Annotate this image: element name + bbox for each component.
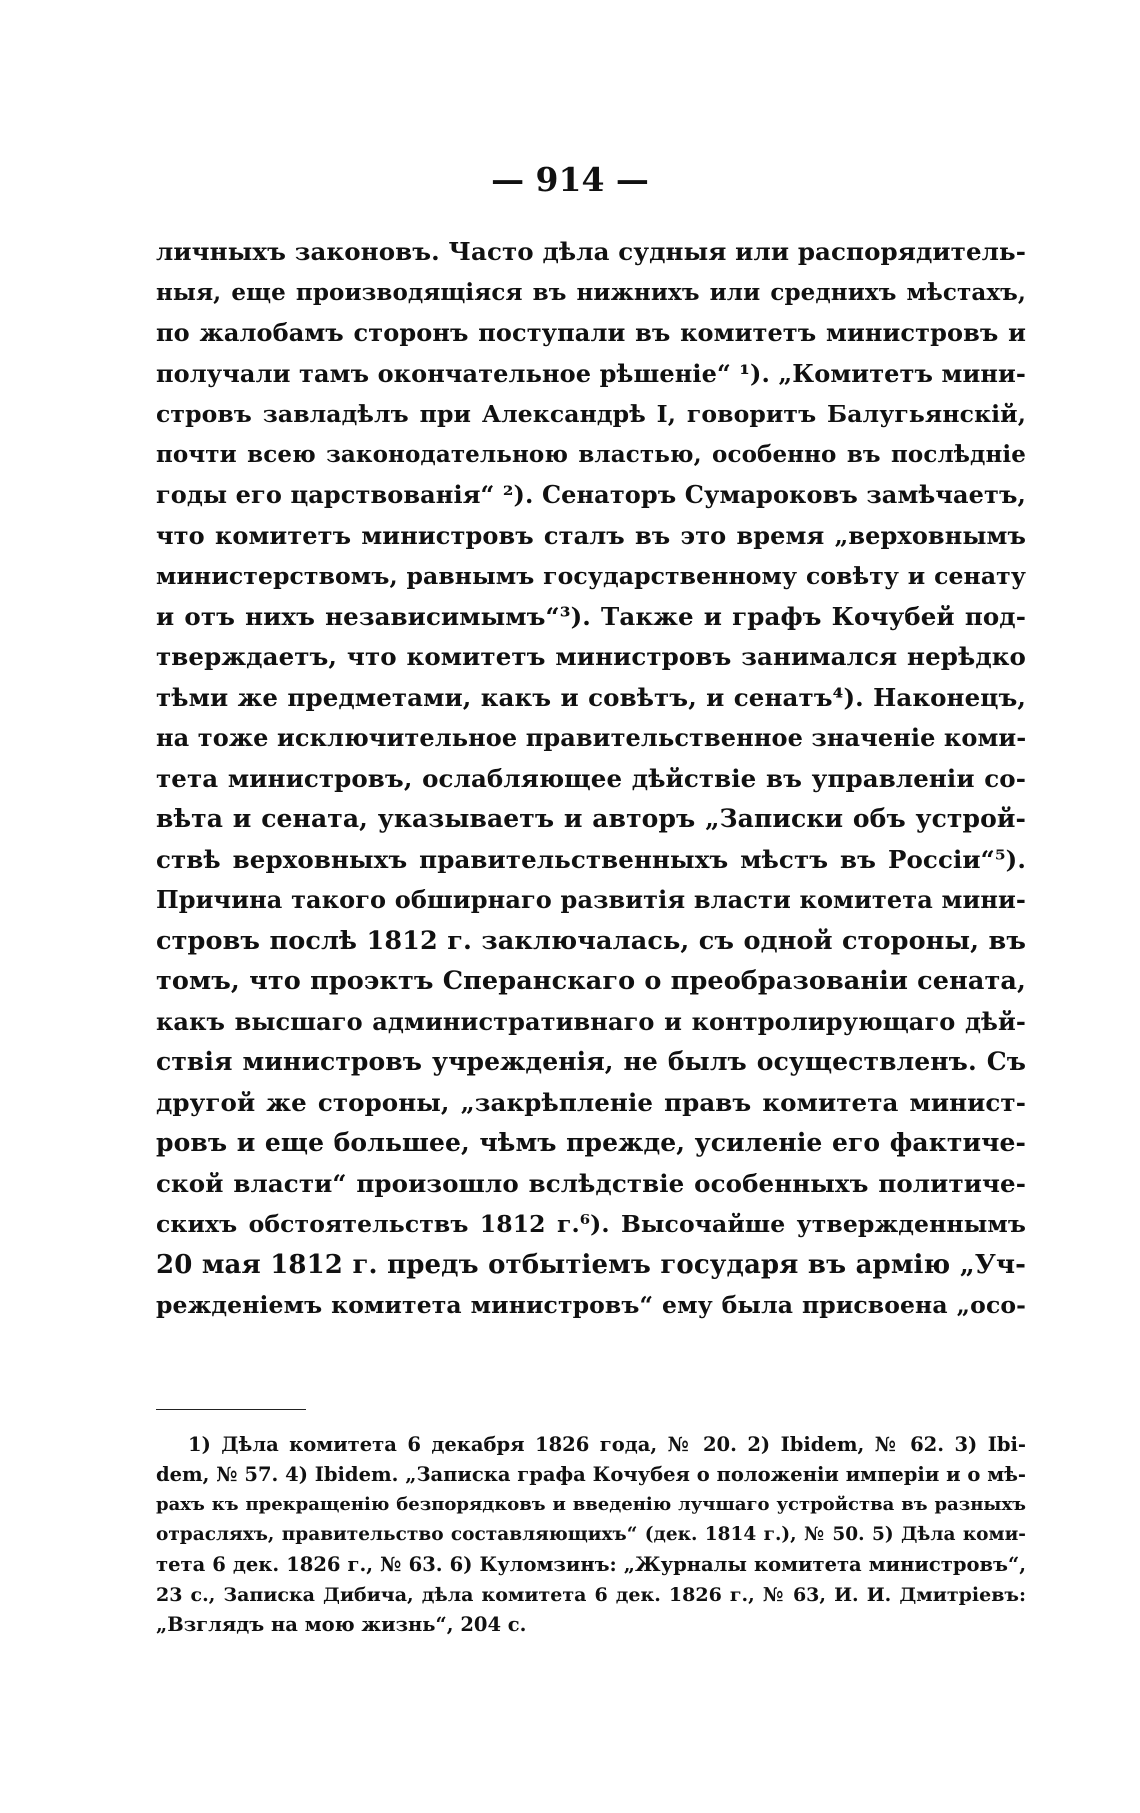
body-line: томъ, что проэктъ Сперанскаго о преобразованіи сената, xyxy=(156,966,1026,996)
page-number: — 914 — xyxy=(491,160,649,199)
body-line: ныя, еще производящіяся въ нижнихъ или среднихъ мѣстахъ, xyxy=(156,278,1026,306)
body-line: получали тамъ окончательное рѣшеніе“ ¹). „Комитетъ мини- xyxy=(156,358,1026,388)
footnote-separator xyxy=(156,1409,306,1410)
body-line: тета министровъ, ослабляющее дѣйствіе въ управленіи со- xyxy=(156,763,1026,793)
body-line: ровъ и еще большее, чѣмъ прежде, усиленіе его фактиче- xyxy=(156,1128,1026,1157)
body-line: и отъ нихъ независимымъ“³). Также и графъ Кочубей под- xyxy=(156,601,1026,631)
body-line: Причина такого обширнаго развитія власти комитета мини- xyxy=(156,885,1026,914)
body-line: 20 мая 1812 г. предъ отбытіемъ государя въ армію „Уч- xyxy=(156,1249,1026,1280)
body-line: годы его царствованія“ ²). Сенаторъ Сумароковъ замѣчаетъ, xyxy=(156,480,1026,509)
footnote-line: 1) Дѣла комитета 6 декабря 1826 года, № 20. 2) Ibidem, № 62. 3) Ibi- xyxy=(188,1433,1026,1456)
body-line: личныхъ законовъ. Часто дѣла судныя или распорядитель- xyxy=(156,237,1026,266)
footnote-line: отрасляхъ, правительство составляющихъ“ (дек. 1814 г.), № 50. 5) Дѣла коми- xyxy=(156,1524,1026,1545)
body-line: тѣми же предметами, какъ и совѣтъ, и сенатъ⁴). Наконецъ, xyxy=(156,682,1026,712)
body-line: почти всею законодательною властью, особенно въ послѣдніе xyxy=(156,440,1026,468)
body-line: скихъ обстоятельствъ 1812 г.⁶). Высочайше утвержденнымъ xyxy=(156,1210,1026,1238)
footnote-line: рахъ къ прекращенію безпорядковъ и введенію лучшаго устройства въ разныхъ xyxy=(156,1494,1026,1515)
footnote-line: „Взглядъ на мою жизнь“, 204 с. xyxy=(156,1613,527,1636)
footnote-line: тета 6 дек. 1826 г., № 63. 6) Куломзинъ: „Журналы комитета министровъ“, xyxy=(156,1553,1026,1576)
body-line: министерствомъ, равнымъ государственному совѣту и сенату xyxy=(156,562,1026,590)
body-line: режденіемъ комитета министровъ“ ему была присвоена „осо- xyxy=(156,1291,1026,1319)
body-text xyxy=(156,232,1026,1326)
body-line: ствѣ верховныхъ правительственныхъ мѣстъ въ Россіи“⁵). xyxy=(156,844,1026,874)
body-line: тверждаетъ, что комитетъ министровъ занимался нерѣдко xyxy=(156,642,1026,671)
footnote-line: dem, № 57. 4) Ibidem. „Записка графа Кочубея о положеніи имперіи и о мѣ- xyxy=(156,1463,1026,1486)
body-line: что комитетъ министровъ сталъ въ это время „верховнымъ xyxy=(156,520,1026,550)
body-line: какъ высшаго административнаго и контролирующаго дѣй- xyxy=(156,1006,1026,1036)
body-line: на тоже исключительное правительственное значеніе коми- xyxy=(156,723,1027,752)
body-line: ствія министровъ учрежденія, не былъ осуществленъ. Съ xyxy=(156,1047,1026,1076)
body-line: вѣта и сената, указываетъ и авторъ „Записки объ устрой- xyxy=(156,804,1026,833)
body-line: другой же стороны, „закрѣпленіе правъ комитета минист- xyxy=(156,1087,1026,1117)
footnote-line: 23 с., Записка Дибича, дѣла комитета 6 дек. 1826 г., № 63, И. И. Дмитріевъ: xyxy=(156,1584,1026,1606)
body-line: стровъ завладѣлъ при Александрѣ I, говоритъ Балугьянскій, xyxy=(156,400,1026,428)
footnotes xyxy=(156,1430,1026,1640)
body-line: по жалобамъ сторонъ поступали въ комитетъ министровъ и xyxy=(156,318,1026,347)
body-line: ской власти“ произошло вслѣдствіе особенныхъ политиче- xyxy=(156,1168,1026,1198)
body-line: стровъ послѣ 1812 г. заключалась, съ одной стороны, въ xyxy=(156,925,1026,956)
